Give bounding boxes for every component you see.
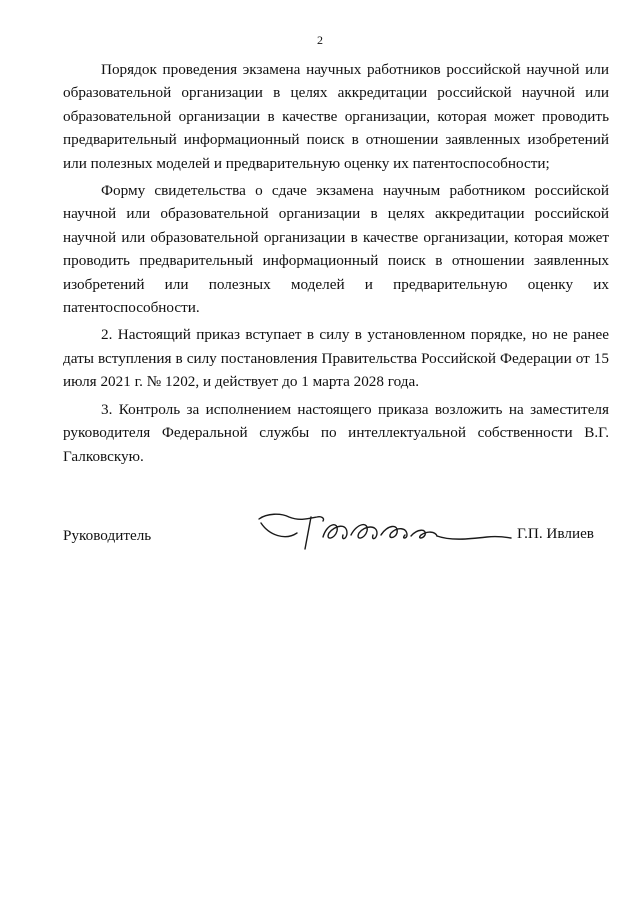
signatory-title: Руководитель bbox=[63, 527, 152, 544]
signature-block bbox=[63, 503, 609, 563]
paragraph-effective-date: 2. Настоящий приказ вступает в силу в установленном порядке, но не ранее даты вступления в силу постановления Правительства Российской Федерации от 15 июля 2021 г. № 1202, и действует до 1 марта 2028 года. bbox=[63, 326, 609, 391]
document-body bbox=[63, 58, 609, 468]
page-number: 2 bbox=[317, 33, 323, 47]
signatory-name: Г.П. Ивлиев bbox=[517, 525, 594, 542]
paragraph-certificate-form: Форму свидетельства о сдаче экзамена научным работником российской научной или образовательной организации в целях аккредитации российской научной или образовательной организации в качестве организации, которая может проводить предварительный информационный поиск в отношении заявленных изобретений или полезных моделей и предварительную оценку их патентоспособности. bbox=[63, 182, 609, 317]
handwritten-signature bbox=[255, 509, 515, 555]
paragraph-control: 3. Контроль за исполнением настоящего приказа возложить на заместителя руководителя Федеральной службы по интеллектуальной собственности В.Г. Галковскую. bbox=[63, 400, 609, 465]
paragraph-exam-procedure: Порядок проведения экзамена научных работников российской научной или образовательной организации в целях аккредитации российской научной или образовательной организации в качестве организации, которая может проводить предварительный информационный поиск в отношении заявленных изобретений или полезных моделей и предварительную оценку их патентоспособности; bbox=[63, 61, 609, 172]
